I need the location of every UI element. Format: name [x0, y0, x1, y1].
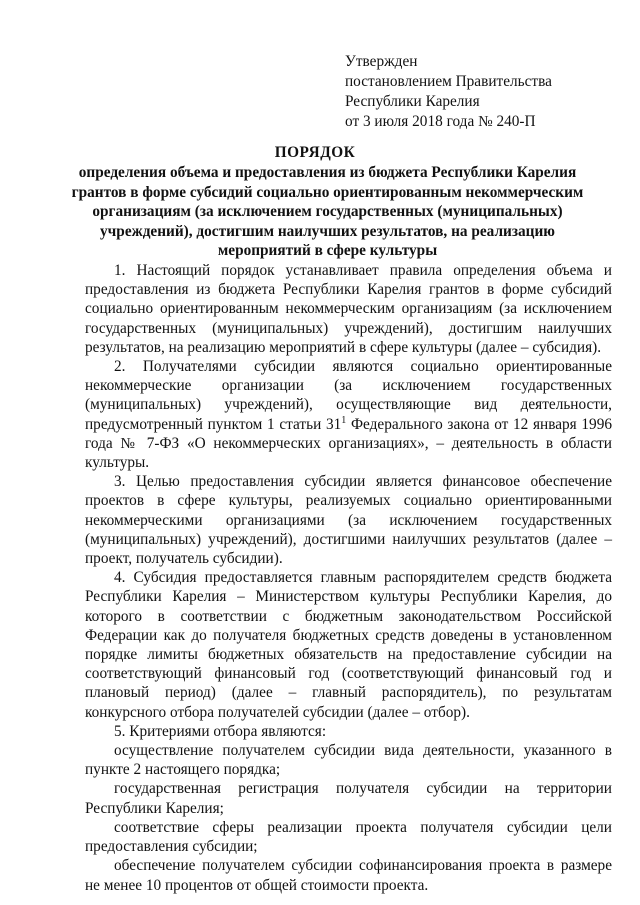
paragraph-2 — [85, 357, 612, 472]
approval-line-3: Республики Карелия — [345, 93, 480, 110]
document-body — [85, 261, 612, 895]
approval-line-4: от 3 июля 2018 года № 240-П — [345, 113, 536, 130]
document-title — [70, 143, 560, 162]
paragraph-2-part-a: 2. Получателями субсидии являются социально ориентированные некоммерческие организации (за исключением государственных (муниципальных) учреждений), осуществляющие вид деятельности, предусмотренный пунктом 1 статьи 31 — [85, 358, 612, 433]
document-subtitle: определения объема и предоставления из бюджета Республики Карелия грантов в форме субсидий социально ориентированным некоммерческим организациям (за исключением государственных (муниципальных) учреждений), достигшим наилучших результатов, на реализацию мероприятий в сфере культуры — [71, 164, 584, 259]
approval-line-1: Утвержден — [345, 53, 418, 70]
paragraph-3: 3. Целью предоставления субсидии является финансовое обеспечение проектов в сфере культуры, реализуемых социально ориентированными некоммерческими организациями (за исключением государственных (муниципальных) учреждений), достигшими наилучших результатов (далее – проект, получатель субсидии). — [85, 473, 612, 568]
paragraph-2-superscript: 1 — [341, 414, 347, 426]
criterion-4: обеспечение получателем субсидии софинансирования проекта в размере не менее 10 процентов от общей стоимости проекта. — [85, 857, 612, 894]
approval-block — [345, 52, 552, 132]
criterion-3: соответствие сферы реализации проекта получателя субсидии цели предоставления субсидии; — [85, 818, 612, 856]
criterion-1: осуществление получателем субсидии вида деятельности, указанного в пункте 2 настоящего порядка; — [85, 742, 612, 779]
paragraph-2-part-b: Федерального закона от 12 января 1996 года № 7-ФЗ «О некоммерческих организациях», – деятельность в области культуры. — [85, 415, 612, 472]
paragraph-4: 4. Субсидия предоставляется главным распорядителем средств бюджета Республики Карелия – Министерством культуры Республики Карелия, до которого в соответствии с бюджетным законодательством Российской Федерации как до получателя бюджетных средств доведены в установленном порядке лимиты бюджетных обязательств на предоставление субсидии на соответствующий финансовый год (соответствующий финансовый год и плановый период) (далее – главный распорядитель), по результатам конкурсного отбора получателей субсидии (далее – отбор). — [85, 569, 612, 721]
paragraph-5: 5. Критериями отбора являются: — [114, 722, 327, 740]
paragraph-1: 1. Настоящий порядок устанавливает правила определения объема и предоставления из бюджета Республики Карелия грантов в форме субсидий социально ориентированным некоммерческим организациям (за исключением государственных (муниципальных) учреждений), достигшим наилучших результатов, на реализацию мероприятий в сфере культуры (далее – субсидия). — [85, 262, 612, 356]
document-title-text: ПОРЯДОК — [274, 144, 356, 161]
criterion-2: государственная регистрация получателя субсидии на территории Республики Карелия; — [85, 780, 612, 817]
approval-line-2: постановлением Правительства — [345, 73, 552, 90]
